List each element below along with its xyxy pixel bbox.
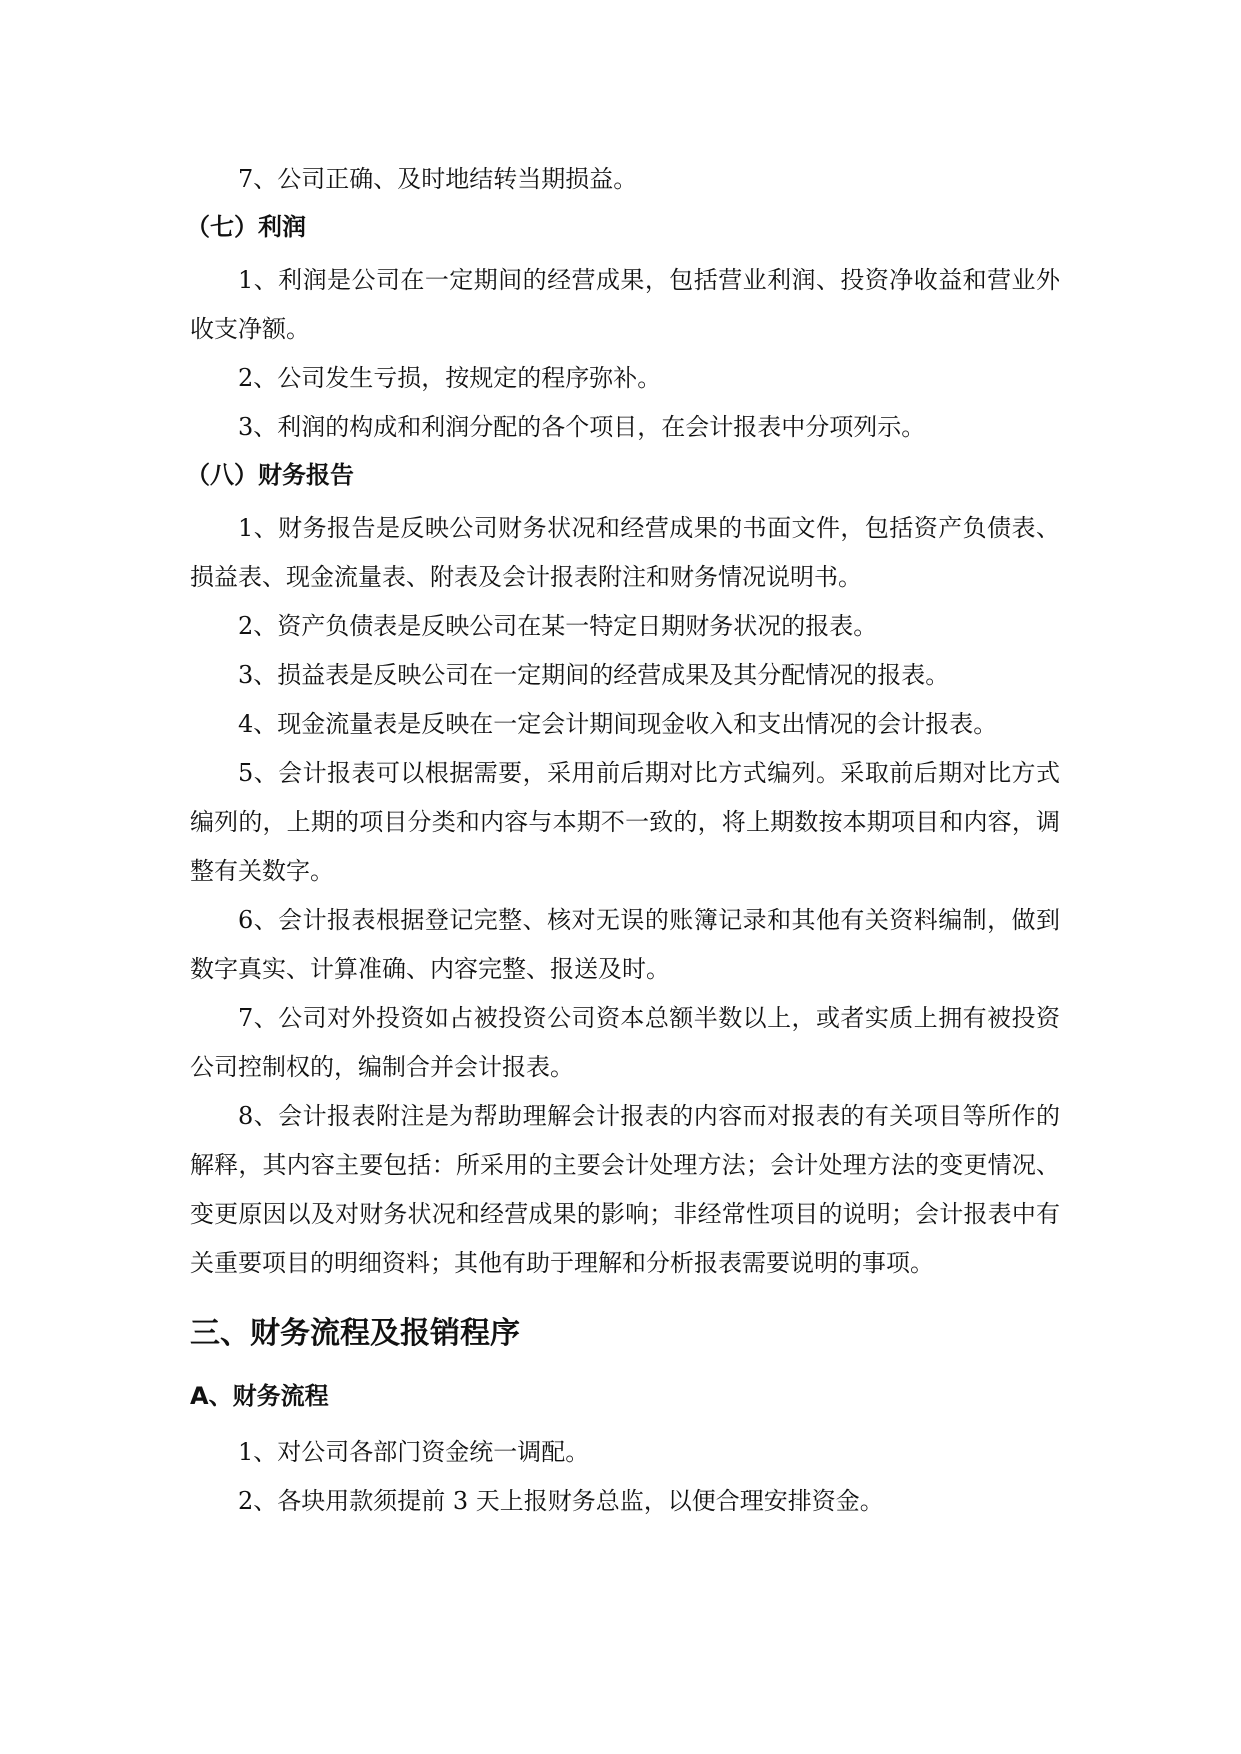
paragraph: 7、公司对外投资如占被投资公司资本总额半数以上，或者实质上拥有被投资公司控制权的，编制合并会计报表。 — [190, 1004, 1060, 1081]
paragraph: 3、利润的构成和利润分配的各个项目，在会计报表中分项列示。 — [238, 413, 926, 441]
document-page — [186, 155, 1060, 1526]
paragraph: 1、对公司各部门资金统一调配。 — [238, 1438, 590, 1466]
paragraph: 6、会计报表根据登记完整、核对无误的账簿记录和其他有关资料编制，做到数字真实、计算准确、内容完整、报送及时。 — [190, 906, 1060, 983]
paragraph: 3、损益表是反映公司在一定期间的经营成果及其分配情况的报表。 — [238, 661, 950, 689]
paragraph: 1、利润是公司在一定期间的经营成果，包括营业利润、投资净收益和营业外收支净额。 — [190, 266, 1060, 343]
chapter-heading: 三、财务流程及报销程序 — [190, 1316, 520, 1351]
section-heading-financial-report: （八）财务报告 — [186, 461, 354, 489]
subsection-heading: A、财务流程 — [190, 1382, 329, 1410]
paragraph: 4、现金流量表是反映在一定会计期间现金收入和支出情况的会计报表。 — [238, 710, 998, 738]
paragraph: 5、会计报表可以根据需要，采用前后期对比方式编列。采取前后期对比方式编列的，上期的项目分类和内容与本期不一致的，将上期数按本期项目和内容，调整有关数字。 — [190, 759, 1060, 885]
paragraph: 2、各块用款须提前 3 天上报财务总监，以便合理安排资金。 — [238, 1487, 884, 1515]
paragraph: 2、公司发生亏损，按规定的程序弥补。 — [238, 364, 662, 392]
paragraph: 7、公司正确、及时地结转当期损益。 — [238, 165, 638, 193]
paragraph: 2、资产负债表是反映公司在某一特定日期财务状况的报表。 — [238, 612, 878, 640]
paragraph: 1、财务报告是反映公司财务状况和经营成果的书面文件，包括资产负债表、损益表、现金流量表、附表及会计报表附注和财务情况说明书。 — [190, 514, 1060, 591]
section-heading-profit: （七）利润 — [186, 213, 306, 241]
paragraph: 8、会计报表附注是为帮助理解会计报表的内容而对报表的有关项目等所作的解释，其内容主要包括：所采用的主要会计处理方法；会计处理方法的变更情况、变更原因以及对财务状况和经营成果的影响；非经常性项目的说明；会计报表中有关重要项目的明细资料；其他有助于理解和分析报表需要说明的事项。 — [190, 1102, 1060, 1277]
